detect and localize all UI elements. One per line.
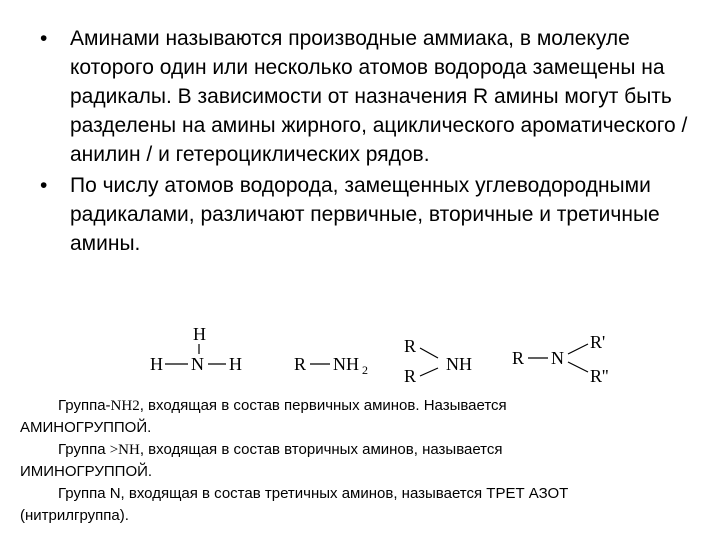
tertiary-r: R [512, 348, 525, 368]
notes-block [20, 395, 710, 527]
note-primary-cont: АМИНОГРУППОЙ. [20, 419, 152, 436]
bullet-marker: • [40, 27, 48, 50]
secondary-r-top: R [404, 336, 417, 356]
secondary-bond-bottom [420, 368, 438, 376]
secondary-nh: NH [446, 354, 472, 374]
note-text: , входящая в состав первичных аминов. Называется [139, 397, 507, 414]
bullet-marker: • [40, 174, 48, 197]
tertiary-n: N [551, 348, 564, 368]
note-secondary [20, 439, 710, 461]
ammonia-n: N [191, 354, 204, 374]
note-tertiary-cont: (нитрилгруппа). [20, 507, 129, 524]
bullet-text: По числу атомов водорода, замещенных углеводородными радикалами, различают первичные, вторичные и третичные амины. [70, 174, 660, 255]
secondary-amine-formula [404, 336, 472, 386]
secondary-r-bottom: R [404, 366, 417, 386]
bullet-item-definition [36, 24, 696, 169]
primary-subscript: 2 [362, 363, 368, 377]
primary-nh: NH [333, 354, 359, 374]
formulas-svg [0, 320, 720, 390]
note-text: , входящая в состав вторичных аминов, называется [139, 441, 503, 458]
primary-r: R [294, 354, 307, 374]
note-text: Группа N, входящая в состав третичных аминов, называется [58, 485, 487, 502]
structural-formulas [0, 320, 720, 390]
bullet-text: Аминами называются производные аммиака, в молекуле которого один или несколько атомов водорода замещены на радикалы. В зависимости от назначения R амины могут быть разделены на амины жирного, ациклического ароматического / анилин / и гетероциклических рядов. [70, 27, 688, 166]
note-formula: NH2 [110, 398, 140, 414]
tertiary-r-prime: R' [590, 332, 606, 352]
bullet-list [36, 24, 696, 260]
note-tertiary [20, 483, 710, 505]
primary-amine-formula [294, 354, 368, 377]
secondary-bond-top [420, 348, 438, 358]
note-text: ТРЕТ АЗОТ [486, 485, 569, 502]
tertiary-amine-formula [512, 332, 609, 386]
bullet-item-classification [36, 171, 696, 258]
tertiary-r-double-prime: R'' [590, 366, 609, 386]
note-primary [20, 395, 710, 417]
ammonia-h-right: H [229, 354, 242, 374]
ammonia-h-top: H [193, 324, 206, 344]
note-text: Группа [58, 441, 110, 458]
tertiary-bond-bottom [568, 362, 588, 372]
ammonia-h-left: H [150, 354, 163, 374]
note-formula: >NH [109, 442, 140, 458]
note-text: Группа- [58, 397, 111, 414]
note-secondary-cont: ИМИНОГРУППОЙ. [20, 463, 153, 480]
ammonia-formula [150, 324, 242, 374]
tertiary-bond-top [568, 344, 588, 354]
